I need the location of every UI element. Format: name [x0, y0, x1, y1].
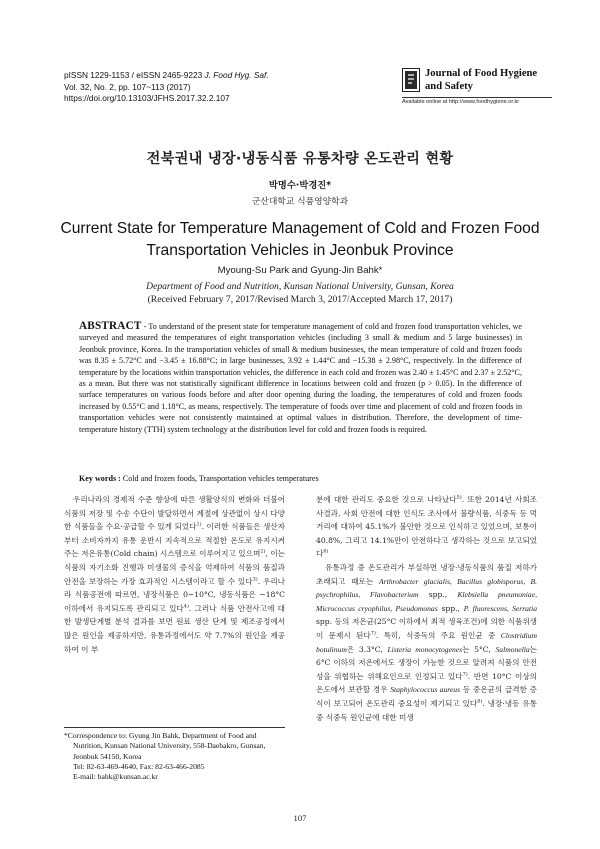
footnote-line: Tel: 82-63-469-4640, Fax: 82-63-466-2085	[73, 761, 205, 771]
authors-korean: 박명수·박경진*	[268, 180, 332, 191]
body-text: . 이러한 식품들은 생산자부터 소비자까지 유통 운반시 지속적으로 적절한 온도로 유지시켜주는 저온유통(Cold chain) 시스템으로 이루어지고 있으며	[64, 522, 285, 559]
body-column-right	[316, 493, 537, 724]
journal-name-line1: Journal of Food Hygiene	[425, 68, 538, 79]
journal-masthead	[402, 68, 552, 105]
volume-info: Vol. 32, No. 2, pp. 107~113 (2017)	[64, 81, 191, 92]
body-text: spp. 등의 저온균(25°C 이하에서 최적 생육조건)에 의한 식품위생이 문제시 된다	[316, 617, 537, 640]
citation-ref: 4)	[183, 603, 189, 610]
keywords-label: Key words :	[79, 474, 121, 483]
authors-english: Myoung-Su Park and Gyung-Jin Bahk*	[217, 265, 383, 276]
citation-ref: 3)	[252, 576, 258, 583]
keywords-text: Cold and frozen foods, Transportation vehicles temperatures	[120, 474, 319, 483]
organism-name: Clostridium botulinum	[316, 630, 537, 654]
body-text: , 이는 식품의 자기소화 진행과 미생물의 증식을 억제하여 식품의 품질과 안전을 보장하는 가장 효과적인 시스템이라고 할 수 있다	[64, 549, 286, 586]
citation-ref: 5)	[456, 494, 462, 501]
received-dates: (Received February 7, 2017/Revised March 3, 2017/Accepted March 17, 2017)	[147, 294, 453, 305]
abstract	[79, 321, 522, 435]
body-text: . 냉장·냉동 유통 중 식중독 원인균에 대한 미생	[316, 698, 538, 722]
footnote-line: *Correspondence to: Gyung Jin Bahk, Department of Food and	[64, 731, 257, 740]
body-text: . 또한 2014년 사회조사결과, 사회 안전에 대한 인식도 조사에서 불량식품, 식중독 등 먹거리에 대하여 45.1%가 불안한 것으로 인식하고 있었으며, 보통이 40.8%, 그리고 14.1%만이 안전하다고 생각하는 것으로 보고되었다	[316, 495, 537, 559]
journal-abbrev: J. Food Hyg. Saf.	[204, 70, 269, 80]
title-english	[0, 218, 600, 261]
journal-url[interactable]: Available online at http://www.foodhygiene.or.kr	[402, 99, 520, 106]
citation-ref: 7)	[370, 630, 376, 637]
title-english-line1: Current State for Temperature Management of Cold and Frozen Food	[60, 220, 540, 237]
organism-name: Staphylococcus aureus	[390, 685, 461, 695]
citation-ref: 2)	[260, 548, 266, 555]
body-text: 는 5°C,	[462, 644, 496, 654]
doi-link[interactable]: https://doi.org/10.13103/JFHS.2017.32.2.107	[64, 93, 230, 104]
title-english-line2: Transportation Vehicles in Jeonbuk Province	[146, 241, 454, 259]
organism-name: Arthrobacter glacialis, Bacillus globisporus, B. psychrophilus, Flavobacterium	[316, 576, 537, 600]
body-text: 유통과정 중 온도관리가 부실하면 냉장·냉동식품의 품질 저하가 초래되고 때로는	[316, 562, 537, 586]
footnote-line: Nutrition, Kunsan National University, 558-Daehakro, Gunsan,	[73, 741, 266, 751]
title-korean: 전북권내 냉장·냉동식품 유통차량 온도관리 현황	[146, 151, 454, 167]
organism-name: P. fluorescens, Serratia	[463, 603, 537, 613]
keywords	[79, 474, 522, 483]
footnote-divider	[64, 727, 285, 728]
organism-name: Salmonella	[495, 644, 530, 654]
affiliation-english: Department of Food and Nutrition, Kunsan National University, Gunsan, Korea	[146, 281, 454, 292]
organism-name: Listeria monocytogenes	[387, 644, 463, 654]
footnote-line: Jeonbuk 54150, Korea	[73, 751, 142, 761]
citation-ref: 1)	[196, 521, 202, 528]
page-number: 107	[293, 813, 307, 823]
correspondence-footnote	[64, 731, 285, 782]
organism-name: Klebsiella pneumoniae, Micrococcus cryophilus, Pseudomonas	[316, 590, 537, 613]
issn: pISSN 1229-1153 / eISSN 2465-9223	[64, 70, 203, 80]
citation-ref: 6)	[323, 548, 329, 555]
affiliation-korean: 군산대학교 식품영양학과	[251, 197, 349, 207]
journal-logo-icon	[402, 68, 420, 92]
body-text: 등 중온균의 급격한 증식이 보고되어 온도관리 중요성이 제기되고 있다	[316, 685, 537, 708]
body-text: 우리나라의 경제적 수준 향상에 따른 생활양식의 변화와 더불어 식품의 저장 및 수송 수단이 발달하면서 계절에 상관없이 상시 다양한 식품들을 수요·공급할 수 있게 되었다	[64, 495, 285, 532]
body-text: 은 3.3°C,	[346, 644, 388, 654]
body-text: . 우리나라 식품공전에 따르면, 냉장식품은 0~10°C, 냉동식품은 −18°C이하에서 유지되도록 관리되고 있다	[64, 576, 285, 613]
citation-ref: 7)	[462, 671, 468, 678]
body-text: 는 6°C 이하의 저온에서도 생장이 가능한 것으로 알려져 식품의 안전성을 위협하는 위해요인으로 인정되고 있다	[316, 644, 538, 681]
body-text: spp.,	[437, 603, 464, 613]
journal-name-line2: and Safety	[425, 80, 473, 92]
citation-ref: 8)	[477, 698, 483, 705]
body-text: 분에 대한 관리도 중요한 것으로 나타났다	[316, 495, 457, 504]
body-text: . 반면 10°C 이상의 온도에서 보관할 경우	[316, 671, 537, 695]
body-column-left	[64, 493, 285, 656]
abstract-label: ABSTRACT	[79, 320, 142, 332]
body-text: . 특히, 식중독의 주요 원인균 중	[375, 630, 501, 640]
masthead-divider	[402, 97, 552, 98]
body-text: . 그러나 식품 안전사고에 대한 발생단계별 분석 결과를 보면 원료 생산 단계 및 제조공정에서 많은 원인을 제공하지만, 유통과정에서도 약 7.7%의 원인을 제공하여 이 부	[64, 603, 285, 654]
body-text: spp.,	[418, 590, 458, 600]
footnote-email[interactable]: E-mail: bahk@kunsan.ac.kr	[73, 772, 158, 782]
article-meta	[64, 70, 269, 105]
abstract-text: - To understand of the present state for temperature management of cold and frozen food transportation vehicles, we surveyed and measured the temperatures of eight transportation vehicles (including 3 small & medium and 5 large businesses) in Jeonbuk province, Korea. In the transportation vehicles of small & medium businesses, the mean temperature of cold and frozen foods was 8.35 ± 5.72°C and −3.45 ± 16.88°C; in large businesses, 3.92 ± 1.44°C and −15.38 ± 2.98°C, respectively. In the difference of temperature by the locations within transportation vehicles, the difference in each cold and frozen was 2.40 ± 1.45°C and 2.37 ± 2.52°C, as a mean. But there was not statistically significant difference in locations between cold and frozen (p > 0.05). In the difference of surface temperatures on various foods before and after door opening during the loading, the temperatures of cold and frozen foods increased by 0.55°C and 1.18°C, as means, respectively. The temperature of foods over time and placement of cold and frozen foods in transportation vehicles were not consistently maintained at optimal values in distribution. Therefore, the development of time-temperature history (TTH) system technology at the distribution level for cold and frozen foods is required.	[79, 322, 522, 434]
